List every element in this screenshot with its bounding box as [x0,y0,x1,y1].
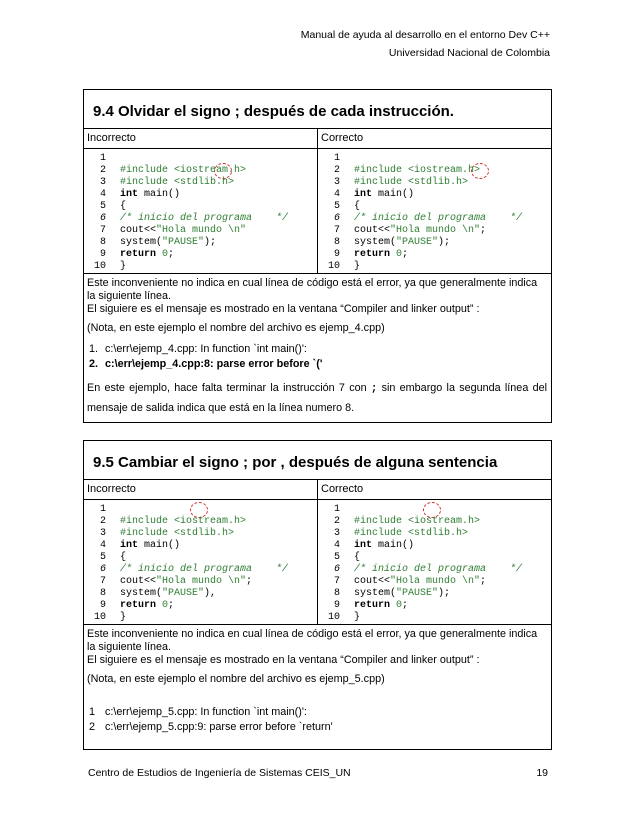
code-line [84,237,317,249]
keyword: return [354,600,391,611]
line-number: 8 [99,237,106,248]
code-text: #include <iostream.h> [354,516,481,527]
code-line [84,177,317,189]
code-line [318,504,551,516]
header-manual-title: Manual de ayuda al desarrollo en el entorno Dev C++ [300,29,550,41]
line-number: 4 [99,540,106,551]
line-number: 9 [333,600,340,611]
line-number: 10 [93,612,106,623]
code-line [318,165,551,177]
section-9-4 [83,89,552,423]
number-literal: 0 [156,600,169,611]
keyword: int [120,189,139,200]
code-line [318,540,551,552]
line-number: 6 [99,213,106,224]
explanation [84,625,551,749]
line-number: 7 [99,225,106,236]
keyword: int [354,189,373,200]
explanation [84,274,551,422]
code-text: } [120,612,127,623]
code-text: { [354,552,361,563]
code-text: ; [480,576,487,587]
list-item: 2 c:\err\ejemp_5.cpp:9: parse error before `return' [89,721,333,733]
code-text: ; [480,225,487,236]
explanation-p2: El siguiere es el mensaje es mostrado en la ventana “Compiler and linker output” : [87,303,480,315]
code-line [84,153,317,165]
code-line [84,165,317,177]
code-line [318,576,551,588]
line-number: 7 [333,576,340,587]
code-text: ); [438,237,451,248]
section-title: 9.5 Cambiar el signo ; por , después de alguna sentencia [84,441,551,480]
line-number: 5 [333,552,340,563]
code-line [318,237,551,249]
code-text: cout<< [354,576,391,587]
line-number: 6 [333,564,340,575]
code-line [84,552,317,564]
line-number: 4 [333,540,340,551]
code-text: { [120,552,127,563]
code-text: #include <iostream.h> [120,165,247,176]
code-line [84,528,317,540]
line-number: 2 [99,516,106,527]
code-text: { [120,201,127,212]
explanation-note: (Nota, en este ejemplo el nombre del archivo es ejemp_5.cpp) [87,673,385,685]
code-line [84,504,317,516]
keyword: return [354,249,391,260]
code-line [84,201,317,213]
code-text: #include <stdlib.h> [120,177,235,188]
line-number: 2 [99,165,106,176]
code-line [84,576,317,588]
section-9-5 [83,440,552,750]
line-number: 4 [99,189,106,200]
line-number: 5 [99,552,106,563]
code-line [318,213,551,225]
code-line [84,516,317,528]
code-line [84,588,317,600]
keyword: return [120,249,157,260]
line-number: 10 [327,612,340,623]
line-number: 10 [327,261,340,272]
header-university: Universidad Nacional de Colombia [388,47,550,59]
code-line [318,261,551,273]
code-text: main() [138,540,181,551]
code-line [84,213,317,225]
string-literal: "PAUSE" [396,588,439,599]
line-number: 9 [333,249,340,260]
line-number: 5 [333,201,340,212]
code-line [84,564,317,576]
footer-center-name: Centro de Estudios de Ingeniería de Sistemas CEIS_UN [88,767,351,779]
line-number: 7 [99,576,106,587]
error-messages [87,343,547,371]
code-line [84,189,317,201]
line-number: 6 [333,213,340,224]
code-line [318,588,551,600]
code-line [318,552,551,564]
error-messages [87,706,547,734]
line-number: 1 [99,504,106,515]
explanation-p2: El siguiere es el mensaje es mostrado en la ventana “Compiler and linker output” : [87,654,480,666]
string-literal: "Hola mundo \n" [390,225,481,236]
line-number: 2 [333,165,340,176]
line-number: 3 [99,528,106,539]
string-literal: "Hola mundo \n" [390,576,481,587]
code-line [318,153,551,165]
section-title: 9.4 Olvidar el signo ; después de cada instrucción. [84,90,551,129]
code-line [318,600,551,612]
code-text: ; [168,600,175,611]
code-line [318,528,551,540]
code-text: system( [354,588,397,599]
code-line [318,249,551,261]
explanation-note: (Nota, en este ejemplo el nombre del archivo es ejemp_4.cpp) [87,322,385,334]
code-text: cout<< [120,225,157,236]
code-text: } [354,612,361,623]
code-text: ; [168,249,175,260]
keyword: int [120,540,139,551]
code-text: cout<< [354,225,391,236]
col-correct-header: Correcto [321,483,364,495]
code-text: ; [402,249,409,260]
code-text: cout<< [120,576,157,587]
comment: /* inicio del programa */ [354,564,523,575]
code-line [318,564,551,576]
code-line [318,612,551,624]
code-line [84,540,317,552]
code-line [318,201,551,213]
code-text: ; [402,600,409,611]
code-text: } [354,261,361,272]
line-number: 9 [99,600,106,611]
code-line [84,600,317,612]
string-literal: "PAUSE" [162,588,205,599]
line-number: 6 [99,564,106,575]
number-literal: 0 [390,600,403,611]
code-text: system( [120,237,163,248]
string-literal: "Hola mundo \n" [156,225,247,236]
column-headers [84,129,551,149]
code-text: main() [372,189,415,200]
line-number: 1 [333,504,340,515]
line-number: 10 [93,261,106,272]
line-number: 8 [333,588,340,599]
code-text: system( [354,237,397,248]
string-literal: "PAUSE" [396,237,439,248]
code-line [84,249,317,261]
code-text: main() [138,189,181,200]
list-item: 1. c:\err\ejemp_4.cpp: In function `int main()': [89,343,307,355]
code-line [318,177,551,189]
code-text: system( [120,588,163,599]
incorrect-code [84,149,318,273]
number-literal: 0 [156,249,169,260]
line-number: 7 [333,225,340,236]
code-line [84,612,317,624]
code-text: ; [246,576,253,587]
code-text: #include <iostream.h> [354,165,481,176]
string-literal: "PAUSE" [162,237,205,248]
code-line [318,189,551,201]
string-literal: "Hola mundo \n" [156,576,247,587]
code-line [84,225,317,237]
list-item: 2. c:\err\ejemp_4.cpp:8: parse error before `(' [89,358,323,370]
line-number: 2 [333,516,340,527]
page-number: 19 [536,767,548,779]
code-text: #include <stdlib.h> [354,528,469,539]
code-text: #include <iostream.h> [120,516,247,527]
code-text: ); [204,237,217,248]
col-correct-header: Correcto [321,132,364,144]
code-text: #include <stdlib.h> [120,528,235,539]
line-number: 3 [333,528,340,539]
correct-code [318,149,551,273]
comment: /* inicio del programa */ [120,564,289,575]
code-line [84,261,317,273]
code-text: main() [372,540,415,551]
line-number: 3 [99,177,106,188]
correct-code [318,500,551,624]
column-headers [84,480,551,500]
line-number: 4 [333,189,340,200]
incorrect-code [84,500,318,624]
code-text: } [120,261,127,272]
code-line [318,225,551,237]
code-row [84,149,551,274]
code-line [318,516,551,528]
col-incorrect-header: Incorrecto [84,129,318,148]
comment: /* inicio del programa */ [120,213,289,224]
list-item: 1 c:\err\ejemp_5.cpp: In function `int main()': [89,706,307,718]
number-literal: 0 [390,249,403,260]
comment: /* inicio del programa */ [354,213,523,224]
line-number: 5 [99,201,106,212]
code-text: ), [204,588,217,599]
col-incorrect-header: Incorrecto [84,480,318,499]
keyword: int [354,540,373,551]
code-row [84,500,551,625]
line-number: 3 [333,177,340,188]
keyword: return [120,600,157,611]
line-number: 8 [333,237,340,248]
line-number: 9 [99,249,106,260]
code-text: #include <stdlib.h> [354,177,469,188]
line-number: 1 [333,153,340,164]
explanation-p1: Este inconveniente no indica en cual línea de código está el error, ya que generalmente indica la siguiente línea. [87,277,538,302]
explanation-p1: Este inconveniente no indica en cual línea de código está el error, ya que generalmente indica la siguiente línea. [87,628,538,653]
line-number: 8 [99,588,106,599]
code-text: { [354,201,361,212]
line-number: 1 [99,153,106,164]
explanation-conclusion: En este ejemplo, hace falta terminar la instrucción 7 con ; sin embargo la segunda línea del mensaje de salida indica que está en la línea numero 8. [87,382,547,414]
code-text: ); [438,588,451,599]
